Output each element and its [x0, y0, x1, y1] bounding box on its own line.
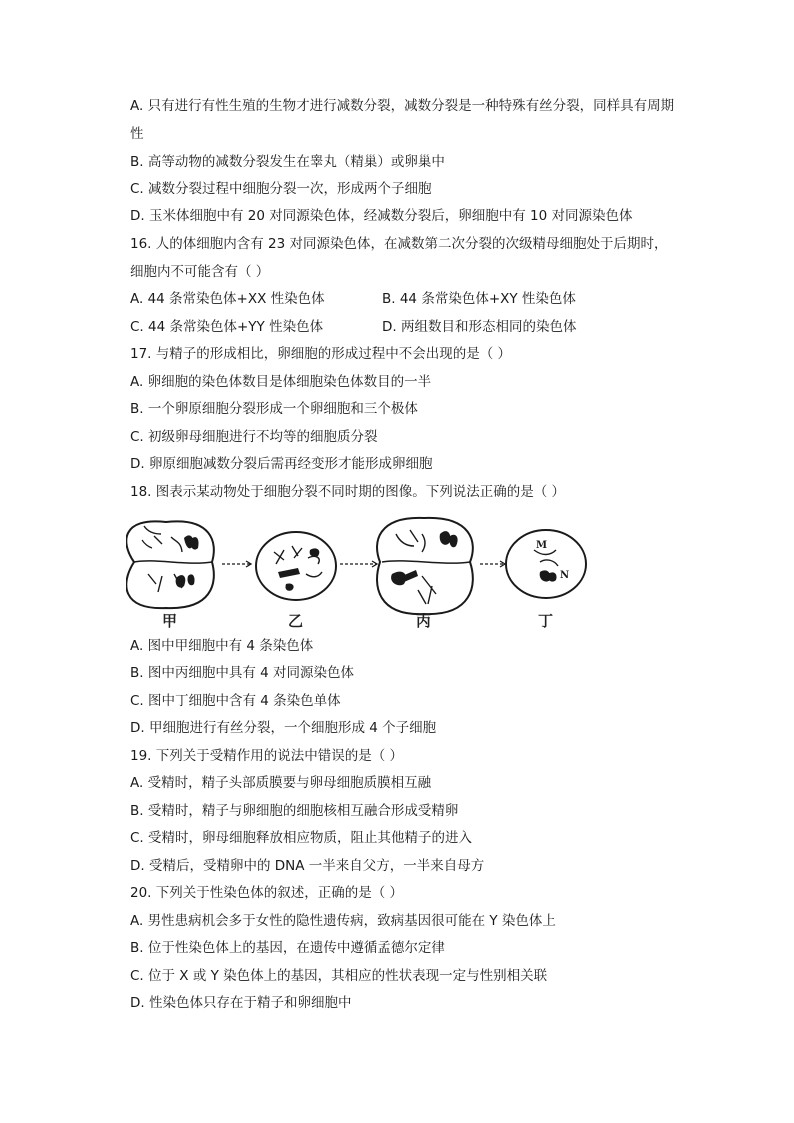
q19-option-d: D. 受精后，受精卵中的 DNA 一半来自父方，一半来自母方 [130, 858, 485, 874]
cell-division-diagram [126, 512, 596, 628]
label-n: N [560, 570, 570, 581]
q16-stem-continued: 细胞内不可能含有（ ） [130, 264, 270, 280]
q20-stem: 20. 下列关于性染色体的叙述，正确的是（ ） [130, 885, 404, 901]
q16-option-c: C. 44 条常染色体+YY 性染色体 [130, 319, 324, 335]
q17-stem: 17. 与精子的形成相比，卵细胞的形成过程中不会出现的是（ ） [130, 346, 512, 362]
q16-option-d: D. 两组数目和形态相同的染色体 [382, 319, 577, 335]
arrow-1 [222, 561, 251, 567]
q18-option-a: A. 图中甲细胞中有 4 条染色体 [130, 638, 314, 654]
q19-option-c: C. 受精时，卵母细胞释放相应物质，阻止其他精子的进入 [130, 830, 473, 846]
q16-option-b: B. 44 条常染色体+XY 性染色体 [382, 291, 576, 307]
cell-yi [256, 532, 336, 600]
q15-option-d: D. 玉米体细胞中有 20 对同源染色体，经减数分裂后，卵细胞中有 10 对同源染色体 [130, 208, 633, 224]
caption-bing: 丙 [416, 612, 432, 628]
q19-stem: 19. 下列关于受精作用的说法中错误的是（ ） [130, 748, 404, 764]
q15-option-a: A. 只有进行有性生殖的生物才进行减数分裂，减数分裂是一种特殊有丝分裂，同样具有周期 [130, 98, 675, 114]
q15-option-c: C. 减数分裂过程中细胞分裂一次，形成两个子细胞 [130, 181, 432, 197]
q19-option-b: B. 受精时，精子与卵细胞的细胞核相互融合形成受精卵 [130, 803, 459, 819]
cell-jia [126, 521, 214, 608]
q20-option-b: B. 位于性染色体上的基因，在遗传中遵循孟德尔定律 [130, 940, 445, 956]
q17-option-d: D. 卵原细胞减数分裂后需再经变形才能形成卵细胞 [130, 456, 433, 472]
caption-yi: 乙 [288, 612, 304, 628]
q18-stem: 18. 图表示某动物处于细胞分裂不同时期的图像。下列说法正确的是（ ） [130, 484, 566, 500]
q20-option-c: C. 位于 X 或 Y 染色体上的基因，其相应的性状表现一定与性别相关联 [130, 968, 548, 984]
q16-stem: 16. 人的体细胞内含有 23 对同源染色体，在减数第二次分裂的次级精母细胞处于后期时， [130, 236, 668, 252]
q15-option-b: B. 高等动物的减数分裂发生在睾丸（精巢）或卵巢中 [130, 154, 445, 170]
q18-option-d: D. 甲细胞进行有丝分裂，一个细胞形成 4 个子细胞 [130, 720, 437, 736]
caption-ding: 丁 [538, 612, 554, 628]
q18-option-b: B. 图中丙细胞中具有 4 对同源染色体 [130, 665, 355, 681]
arrow-3 [480, 561, 505, 567]
q20-option-a: A. 男性患病机会多于女性的隐性遗传病，致病基因很可能在 Y 染色体上 [130, 913, 556, 929]
q17-option-b: B. 一个卵原细胞分裂形成一个卵细胞和三个极体 [130, 401, 418, 417]
arrow-2 [340, 561, 377, 567]
q17-option-c: C. 初级卵母细胞进行不均等的细胞质分裂 [130, 429, 378, 445]
cell-bing [377, 518, 473, 614]
q19-option-a: A. 受精时，精子头部质膜要与卵母细胞质膜相互融 [130, 775, 432, 791]
q18-option-c: C. 图中丁细胞中含有 4 条染色单体 [130, 693, 341, 709]
cell-ding-dark-chromosomes [540, 570, 557, 581]
q16-option-a: A. 44 条常染色体+XX 性染色体 [130, 291, 325, 307]
q17-option-a: A. 卵细胞的染色体数目是体细胞染色体数目的一半 [130, 374, 432, 390]
caption-jia: 甲 [162, 612, 178, 628]
cell-yi-dark-chromosomes [278, 548, 319, 590]
q15-option-a-continued: 性 [130, 126, 144, 142]
label-m: M [536, 540, 548, 551]
cell-division-figure [126, 512, 596, 628]
q20-option-d: D. 性染色体只存在于精子和卵细胞中 [130, 995, 352, 1011]
